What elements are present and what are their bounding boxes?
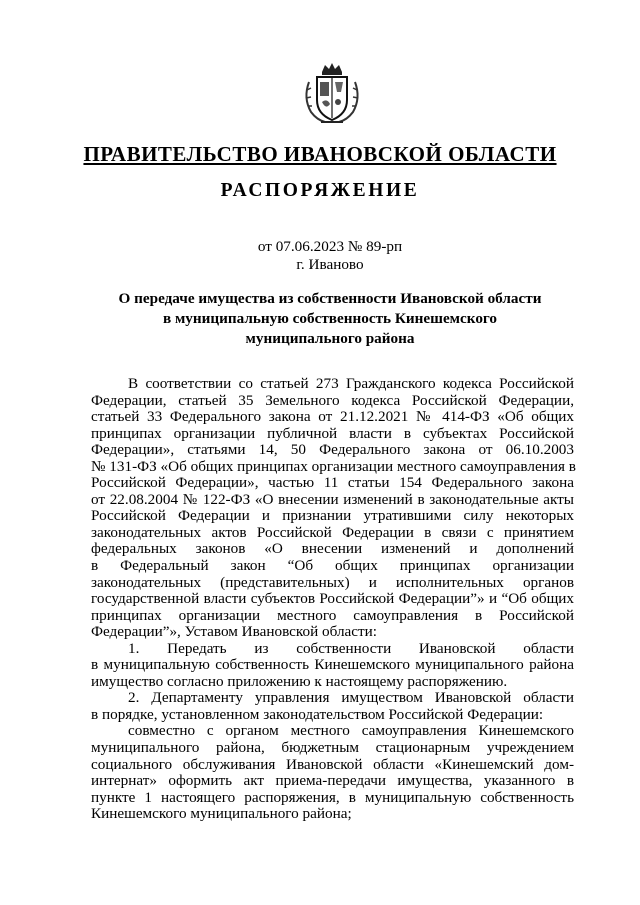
body-line: Федерации», статьями 14, 50 Федерального закона от 06.10.2003 bbox=[91, 441, 574, 459]
body-line: муниципального района, бюджетным стационарным учреждением bbox=[91, 739, 574, 757]
document-type: РАСПОРЯЖЕНИЕ bbox=[220, 180, 420, 201]
body-line: пункте 1 настоящего распоряжения, в муниципальную собственность bbox=[91, 788, 574, 806]
body-line: Кинешемского муниципального района; bbox=[91, 805, 352, 823]
body-line: В соответствии со статьей 273 Гражданского кодекса Российской bbox=[128, 375, 574, 392]
body-line: социального обслуживания Ивановской области «Кинешемский дом- bbox=[91, 755, 574, 773]
body-line: 2. Департаменту управления имуществом Ивановской области bbox=[128, 689, 574, 707]
body-line: Российской Федерации и признании утратившими силу некоторых bbox=[91, 507, 574, 525]
body-line: принципах организации публичной власти в субъектах Российской bbox=[91, 424, 574, 442]
body-line: 1. Передать из собственности Ивановской области bbox=[128, 639, 574, 657]
government-title: ПРАВИТЕЛЬСТВО ИВАНОВСКОЙ ОБЛАСТИ bbox=[83, 142, 557, 166]
body-line: интернат» оформить акт приема-передачи имущества, указанного в bbox=[91, 772, 574, 790]
body-line: совместно с органом местного самоуправления Кинешемского bbox=[128, 722, 574, 740]
body-line: федеральных законов «О внесении изменений и дополнений bbox=[91, 540, 574, 558]
subject-line: О передаче имущества из собственности Ивановской области bbox=[118, 290, 542, 307]
date-number: от 07.06.2023 № 89-рп bbox=[257, 238, 403, 255]
city: г. Иваново bbox=[296, 256, 364, 273]
body-line: Федерации, статьей 35 Земельного кодекса Российской Федерации, bbox=[91, 391, 574, 409]
body-line: Федерации”», Уставом Ивановской области: bbox=[91, 623, 378, 641]
body-line: Российской Федерации», частью 11 статьи 154 Федерального закона bbox=[91, 474, 574, 492]
body-line: имущество согласно приложению к настоящему распоряжению. bbox=[91, 672, 508, 690]
body-line: в Федеральный закон “Об общих принципах организации bbox=[91, 557, 574, 575]
body-line: в муниципальную собственность Кинешемского муниципального района bbox=[91, 656, 574, 674]
body-line: законодательных (представительных) и исполнительных органов bbox=[91, 573, 574, 591]
coat-of-arms-icon bbox=[301, 60, 363, 126]
body-line: законодательных актов Российской Федерации в связи с принятием bbox=[91, 523, 574, 541]
body-line: от 22.08.2004 № 122-ФЗ «О внесении изменений в законодательные акты bbox=[91, 490, 574, 508]
subject-line: муниципального района bbox=[245, 330, 415, 347]
body-line: принципах организации местного самоуправления в Российской bbox=[91, 606, 574, 624]
document-body bbox=[91, 376, 574, 823]
body-line: статьей 33 Федерального закона от 21.12.2021 № 414-ФЗ «Об общих bbox=[91, 408, 574, 426]
subject-line: в муниципальную собственность Кинешемского bbox=[162, 310, 498, 327]
body-line: в порядке, установленном законодательством Российской Федерации: bbox=[91, 705, 544, 723]
body-line: № 131-ФЗ «Об общих принципах организации местного самоуправления в bbox=[91, 457, 576, 475]
body-line: государственной власти субъектов Российской Федерации”» и “Об общих bbox=[91, 590, 574, 608]
